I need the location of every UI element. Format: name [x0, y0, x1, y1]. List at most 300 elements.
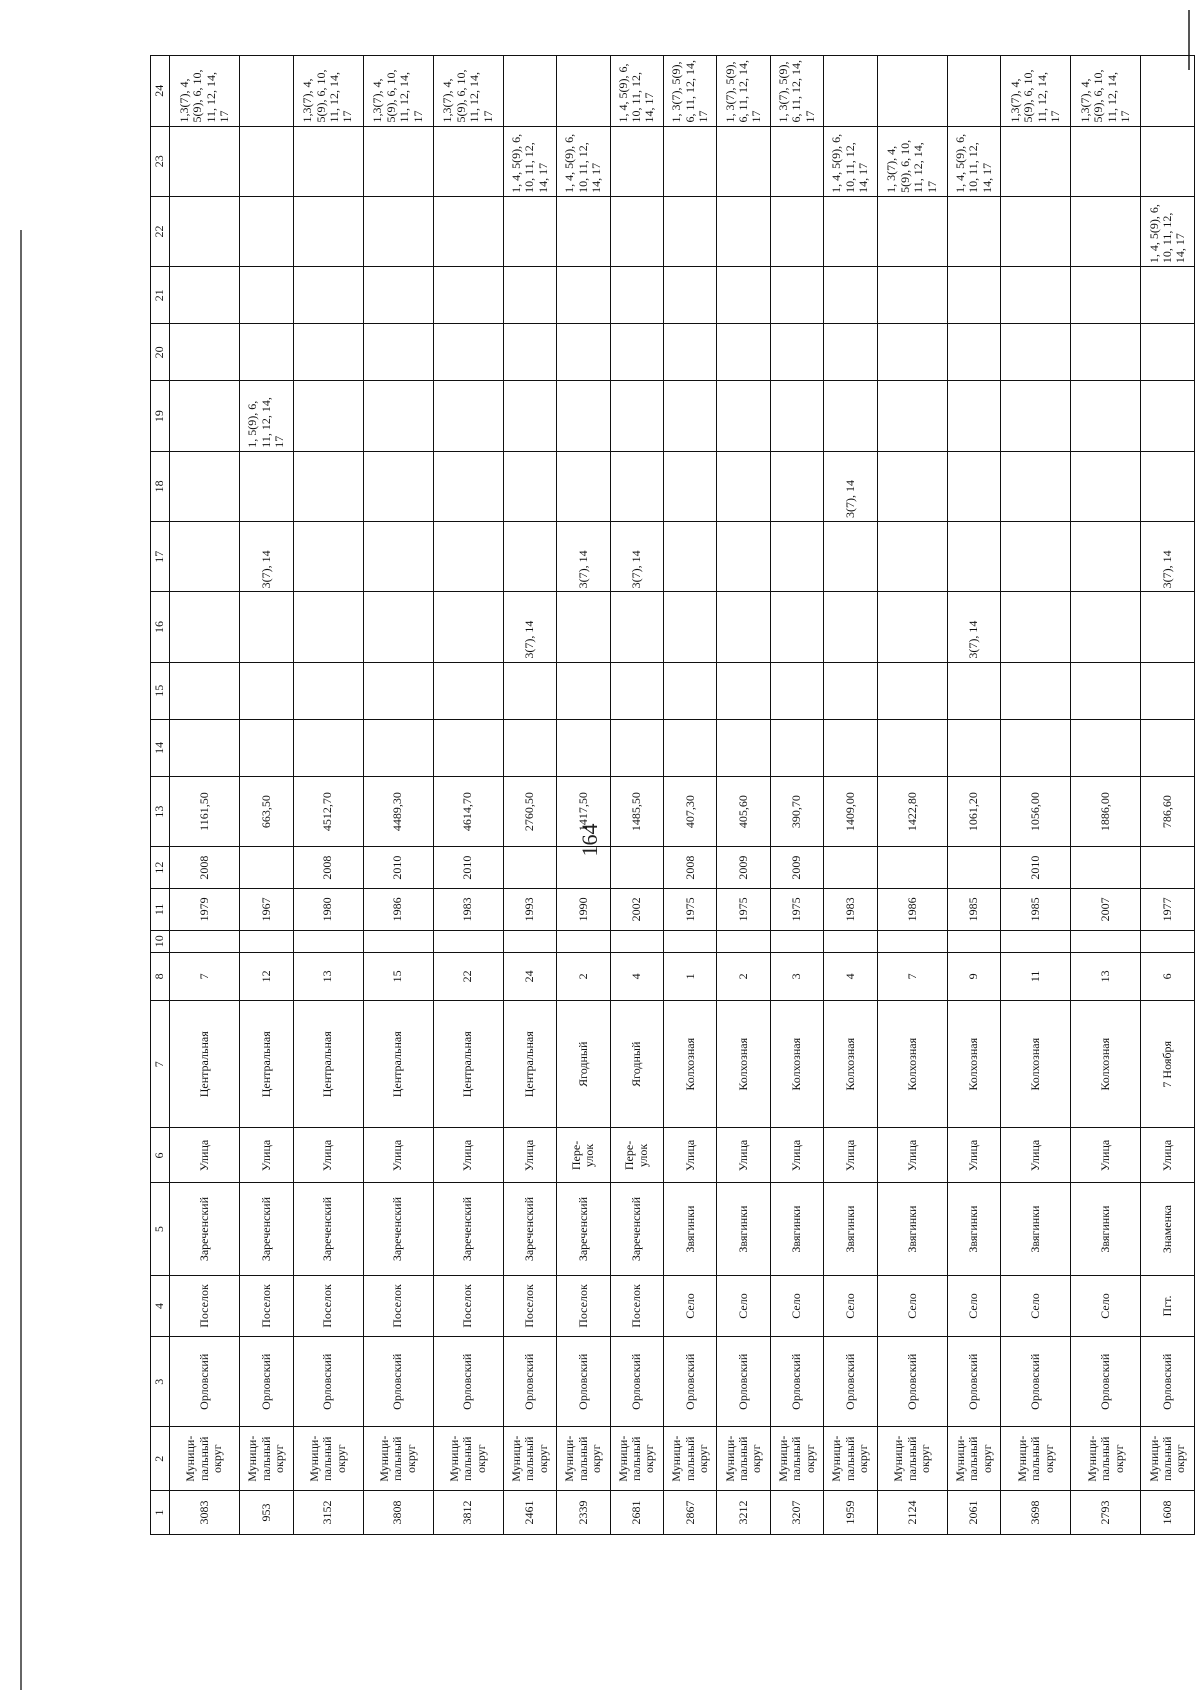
cell-col16: [824, 592, 877, 662]
cell-col20: [293, 324, 363, 381]
cell-street-type: Улица: [877, 1128, 947, 1183]
column-header-6: 6: [151, 1128, 170, 1183]
cell-street: Центральная: [293, 1001, 363, 1128]
cell-street: Колхозная: [717, 1001, 770, 1128]
cell-settlement-type: Муници-пальный округ: [1141, 1427, 1195, 1491]
cell-col14: [557, 719, 610, 776]
cell-col19: [557, 381, 610, 451]
cell-street-type: Улица: [770, 1128, 823, 1183]
table-row: [1071, 56, 1141, 1535]
cell-col14: [363, 719, 433, 776]
cell-col18: [717, 451, 770, 521]
cell-col10: [363, 930, 433, 952]
cell-locality: Зареченский: [610, 1183, 663, 1275]
cell-street-type: Улица: [433, 1128, 503, 1183]
cell-locality: Зареченский: [170, 1183, 240, 1275]
cell-col15: [170, 662, 240, 719]
column-header-24: 24: [151, 56, 170, 127]
cell-repair-year: [1141, 847, 1195, 889]
cell-street: Центральная: [503, 1001, 556, 1128]
table-row: [1141, 56, 1195, 1535]
cell-repair-year: 2010: [433, 847, 503, 889]
cell-area: 1485,50: [610, 776, 663, 846]
cell-col21: [557, 267, 610, 324]
cell-repair-year: 2008: [664, 847, 717, 889]
cell-locality: Звягинки: [664, 1183, 717, 1275]
cell-street: Колхозная: [947, 1001, 1000, 1128]
cell-built-year: 1986: [877, 888, 947, 930]
cell-col19: [433, 381, 503, 451]
cell-col21: [717, 267, 770, 324]
cell-house: 4: [610, 952, 663, 1000]
cell-built-year: 2007: [1071, 888, 1141, 930]
cell-district: Орловский: [824, 1337, 877, 1427]
cell-house: 11: [1001, 952, 1071, 1000]
cell-locality-type: Поселок: [610, 1275, 663, 1337]
cell-col19: [170, 381, 240, 451]
column-header-23: 23: [151, 126, 170, 196]
column-header-19: 19: [151, 381, 170, 451]
cell-col16: 3(7), 14: [503, 592, 556, 662]
cell-col19: [1141, 381, 1195, 451]
column-header-1: 1: [151, 1491, 170, 1535]
column-header-14: 14: [151, 719, 170, 776]
cell-col23: 1, 4, 5(9), 6, 10, 11, 12, 14, 17: [947, 126, 1000, 196]
cell-col17: [664, 522, 717, 592]
cell-col20: [557, 324, 610, 381]
cell-col21: [877, 267, 947, 324]
cell-built-year: 1975: [717, 888, 770, 930]
cell-col21: [947, 267, 1000, 324]
cell-col24: [877, 56, 947, 127]
cell-id: 2124: [877, 1491, 947, 1535]
cell-repair-year: [877, 847, 947, 889]
cell-col22: [363, 196, 433, 266]
cell-col16: [770, 592, 823, 662]
cell-repair-year: [947, 847, 1000, 889]
cell-locality-type: Село: [1001, 1275, 1071, 1337]
cell-col10: [1001, 930, 1071, 952]
cell-locality: Зареченский: [557, 1183, 610, 1275]
cell-id: 2061: [947, 1491, 1000, 1535]
cell-col21: [1141, 267, 1195, 324]
cell-street: Колхозная: [877, 1001, 947, 1128]
cell-settlement-type: Муници-пальный округ: [947, 1427, 1000, 1491]
cell-district: Орловский: [1071, 1337, 1141, 1427]
cell-col21: [1071, 267, 1141, 324]
cell-col15: [363, 662, 433, 719]
cell-col15: [610, 662, 663, 719]
cell-col10: [770, 930, 823, 952]
cell-house: 12: [240, 952, 293, 1000]
cell-col20: [1001, 324, 1071, 381]
table-row: [610, 56, 663, 1535]
table-row: [240, 56, 293, 1535]
column-header-22: 22: [151, 196, 170, 266]
cell-col20: [1141, 324, 1195, 381]
cell-col19: [824, 381, 877, 451]
cell-col23: [1141, 126, 1195, 196]
cell-col17: [717, 522, 770, 592]
cell-col18: [240, 451, 293, 521]
cell-col17: 3(7), 14: [1141, 522, 1195, 592]
cell-col16: [1141, 592, 1195, 662]
cell-col23: [293, 126, 363, 196]
cell-col24: [824, 56, 877, 127]
cell-locality-type: Поселок: [293, 1275, 363, 1337]
cell-street: Колхозная: [664, 1001, 717, 1128]
cell-area: 1061,20: [947, 776, 1000, 846]
cell-district: Орловский: [293, 1337, 363, 1427]
cell-col18: [433, 451, 503, 521]
cell-built-year: 1967: [240, 888, 293, 930]
cell-col22: 1, 4, 5(9), 6, 10, 11, 12, 14, 17: [1141, 196, 1195, 266]
cell-area: 4489,30: [363, 776, 433, 846]
column-header-2: 2: [151, 1427, 170, 1491]
cell-house: 2: [557, 952, 610, 1000]
cell-col14: [770, 719, 823, 776]
table-row: [293, 56, 363, 1535]
cell-id: 3212: [717, 1491, 770, 1535]
cell-col22: [557, 196, 610, 266]
cell-col17: 3(7), 14: [240, 522, 293, 592]
cell-col24: [557, 56, 610, 127]
cell-col10: [947, 930, 1000, 952]
cell-street-type: Улица: [240, 1128, 293, 1183]
table-row: [503, 56, 556, 1535]
cell-built-year: 1975: [770, 888, 823, 930]
cell-district: Орловский: [433, 1337, 503, 1427]
cell-settlement-type: Муници-пальный округ: [240, 1427, 293, 1491]
cell-repair-year: [824, 847, 877, 889]
table-header: [151, 56, 170, 1535]
cell-col15: [824, 662, 877, 719]
cell-col23: [1001, 126, 1071, 196]
cell-col10: [664, 930, 717, 952]
cell-street-type: Улица: [363, 1128, 433, 1183]
cell-col22: [240, 196, 293, 266]
cell-col10: [877, 930, 947, 952]
cell-col20: [947, 324, 1000, 381]
cell-col18: [293, 451, 363, 521]
cell-col20: [824, 324, 877, 381]
cell-col21: [293, 267, 363, 324]
cell-house: 9: [947, 952, 1000, 1000]
cell-built-year: 1979: [170, 888, 240, 930]
cell-col22: [947, 196, 1000, 266]
cell-locality: Знаменка: [1141, 1183, 1195, 1275]
cell-district: Орловский: [717, 1337, 770, 1427]
cell-area: 663,50: [240, 776, 293, 846]
cell-area: 4512,70: [293, 776, 363, 846]
cell-col23: [1071, 126, 1141, 196]
cell-col16: [363, 592, 433, 662]
cell-col19: [717, 381, 770, 451]
cell-col17: [947, 522, 1000, 592]
cell-built-year: 2002: [610, 888, 663, 930]
cell-locality-type: Пгт.: [1141, 1275, 1195, 1337]
cell-id: 2461: [503, 1491, 556, 1535]
cell-settlement-type: Муници-пальный округ: [503, 1427, 556, 1491]
cell-settlement-type: Муници-пальный округ: [363, 1427, 433, 1491]
cell-street: 7 Ноября: [1141, 1001, 1195, 1128]
cell-locality: Звягинки: [947, 1183, 1000, 1275]
column-header-4: 4: [151, 1275, 170, 1337]
cell-house: 7: [877, 952, 947, 1000]
cell-col17: [503, 522, 556, 592]
cell-locality: Зареченский: [363, 1183, 433, 1275]
cell-house: 3: [770, 952, 823, 1000]
cell-col24: 1,3(7), 4, 5(9), 6, 10, 11, 12, 14, 17: [1071, 56, 1141, 127]
cell-area: 4614,70: [433, 776, 503, 846]
cell-col16: [240, 592, 293, 662]
cell-id: 953: [240, 1491, 293, 1535]
cell-district: Орловский: [503, 1337, 556, 1427]
cell-street-type: Улица: [1001, 1128, 1071, 1183]
cell-area: 1417,50: [557, 776, 610, 846]
cell-col18: [1071, 451, 1141, 521]
cell-repair-year: [1071, 847, 1141, 889]
cell-col24: 1, 3(7), 5(9), 6, 11, 12, 14, 17: [664, 56, 717, 127]
cell-col22: [293, 196, 363, 266]
cell-col16: [717, 592, 770, 662]
cell-area: 1409,00: [824, 776, 877, 846]
cell-col10: [824, 930, 877, 952]
cell-house: 4: [824, 952, 877, 1000]
cell-col23: [770, 126, 823, 196]
cell-street: Ягодный: [610, 1001, 663, 1128]
cell-col18: [503, 451, 556, 521]
cell-area: 390,70: [770, 776, 823, 846]
cell-col14: [877, 719, 947, 776]
cell-house: 13: [293, 952, 363, 1000]
column-header-17: 17: [151, 522, 170, 592]
cell-built-year: 1990: [557, 888, 610, 930]
cell-built-year: 1983: [824, 888, 877, 930]
cell-col17: [1071, 522, 1141, 592]
cell-col20: [877, 324, 947, 381]
cell-area: 1056,00: [1001, 776, 1071, 846]
cell-col19: [1001, 381, 1071, 451]
cell-col17: [877, 522, 947, 592]
cell-id: 3808: [363, 1491, 433, 1535]
cell-col22: [770, 196, 823, 266]
cell-col18: [363, 451, 433, 521]
cell-street-type: Улица: [1141, 1128, 1195, 1183]
cell-col18: 3(7), 14: [824, 451, 877, 521]
column-header-13: 13: [151, 776, 170, 846]
cell-locality-type: Село: [1071, 1275, 1141, 1337]
column-header-7: 7: [151, 1001, 170, 1128]
cell-col15: [240, 662, 293, 719]
cell-area: 1422,80: [877, 776, 947, 846]
cell-col22: [877, 196, 947, 266]
cell-col24: 1, 3(7), 5(9), 6, 11, 12, 14, 17: [770, 56, 823, 127]
cell-built-year: 1977: [1141, 888, 1195, 930]
cell-col18: [1001, 451, 1071, 521]
cell-col21: [1001, 267, 1071, 324]
scan-margin-line: [20, 230, 22, 1690]
cell-col23: 1, 4, 5(9), 6, 10, 11, 12, 14, 17: [503, 126, 556, 196]
cell-id: 3152: [293, 1491, 363, 1535]
cell-repair-year: 2008: [293, 847, 363, 889]
cell-built-year: 1983: [433, 888, 503, 930]
cell-col18: [664, 451, 717, 521]
cell-col23: [664, 126, 717, 196]
table-row: [170, 56, 240, 1535]
cell-id: 3698: [1001, 1491, 1071, 1535]
register-table: [150, 55, 1195, 1535]
cell-col21: [240, 267, 293, 324]
cell-col16: [877, 592, 947, 662]
cell-col18: [770, 451, 823, 521]
cell-district: Орловский: [240, 1337, 293, 1427]
cell-col18: [1141, 451, 1195, 521]
cell-col23: [363, 126, 433, 196]
cell-settlement-type: Муници-пальный округ: [824, 1427, 877, 1491]
cell-area: 1886,00: [1071, 776, 1141, 846]
cell-locality: Звягинки: [824, 1183, 877, 1275]
column-header-12: 12: [151, 847, 170, 889]
cell-col16: [433, 592, 503, 662]
cell-col19: [1071, 381, 1141, 451]
cell-col16: [610, 592, 663, 662]
cell-built-year: 1986: [363, 888, 433, 930]
cell-col22: [824, 196, 877, 266]
cell-settlement-type: Муници-пальный округ: [293, 1427, 363, 1491]
cell-street-type: Улица: [664, 1128, 717, 1183]
cell-col15: [947, 662, 1000, 719]
cell-col24: 1, 4, 5(9), 6, 10, 11, 12, 14, 17: [610, 56, 663, 127]
cell-col14: [610, 719, 663, 776]
cell-locality-type: Село: [824, 1275, 877, 1337]
cell-col15: [433, 662, 503, 719]
cell-col18: [947, 451, 1000, 521]
cell-house: 15: [363, 952, 433, 1000]
cell-street: Колхозная: [770, 1001, 823, 1128]
cell-col19: [877, 381, 947, 451]
cell-col14: [1141, 719, 1195, 776]
cell-house: 13: [1071, 952, 1141, 1000]
cell-built-year: 1985: [1001, 888, 1071, 930]
cell-col23: [170, 126, 240, 196]
cell-built-year: 1985: [947, 888, 1000, 930]
cell-col19: [610, 381, 663, 451]
cell-repair-year: 2010: [1001, 847, 1071, 889]
cell-id: 1608: [1141, 1491, 1195, 1535]
cell-repair-year: [557, 847, 610, 889]
cell-id: 3812: [433, 1491, 503, 1535]
cell-col20: [717, 324, 770, 381]
column-header-21: 21: [151, 267, 170, 324]
cell-col20: [664, 324, 717, 381]
cell-col14: [824, 719, 877, 776]
cell-col15: [770, 662, 823, 719]
cell-id: 1959: [824, 1491, 877, 1535]
cell-settlement-type: Муници-пальный округ: [770, 1427, 823, 1491]
cell-col14: [170, 719, 240, 776]
cell-col10: [1071, 930, 1141, 952]
cell-settlement-type: Муници-пальный округ: [717, 1427, 770, 1491]
cell-district: Орловский: [770, 1337, 823, 1427]
cell-locality-type: Село: [877, 1275, 947, 1337]
cell-col21: [503, 267, 556, 324]
cell-street: Центральная: [240, 1001, 293, 1128]
column-header-11: 11: [151, 888, 170, 930]
cell-locality-type: Поселок: [170, 1275, 240, 1337]
cell-col14: [503, 719, 556, 776]
cell-locality-type: Поселок: [240, 1275, 293, 1337]
cell-street-type: Улица: [170, 1128, 240, 1183]
cell-settlement-type: Муници-пальный округ: [557, 1427, 610, 1491]
cell-locality: Звягинки: [1001, 1183, 1071, 1275]
cell-col19: [503, 381, 556, 451]
cell-district: Орловский: [947, 1337, 1000, 1427]
cell-col23: [610, 126, 663, 196]
cell-col15: [557, 662, 610, 719]
cell-col10: [293, 930, 363, 952]
cell-locality: Зареченский: [503, 1183, 556, 1275]
cell-col14: [1001, 719, 1071, 776]
cell-repair-year: 2010: [363, 847, 433, 889]
column-header-18: 18: [151, 451, 170, 521]
cell-col17: [824, 522, 877, 592]
cell-col24: [503, 56, 556, 127]
cell-area: 407,30: [664, 776, 717, 846]
cell-street-type: Пере-улок: [610, 1128, 663, 1183]
cell-col24: 1,3(7), 4, 5(9), 6, 10, 11, 12, 14, 17: [363, 56, 433, 127]
cell-col24: 1,3(7), 4, 5(9), 6, 10, 11, 12, 14, 17: [1001, 56, 1071, 127]
cell-house: 24: [503, 952, 556, 1000]
cell-col19: [770, 381, 823, 451]
cell-built-year: 1980: [293, 888, 363, 930]
cell-street: Колхозная: [824, 1001, 877, 1128]
cell-col17: [433, 522, 503, 592]
cell-col23: 1, 4, 5(9), 6, 10, 11, 12, 14, 17: [824, 126, 877, 196]
cell-col16: [170, 592, 240, 662]
cell-col20: [363, 324, 433, 381]
cell-col20: [770, 324, 823, 381]
cell-col22: [503, 196, 556, 266]
header-row: [151, 56, 170, 1535]
column-header-20: 20: [151, 324, 170, 381]
cell-col18: [170, 451, 240, 521]
cell-col15: [717, 662, 770, 719]
cell-col14: [433, 719, 503, 776]
cell-col22: [433, 196, 503, 266]
column-header-3: 3: [151, 1337, 170, 1427]
cell-house: 1: [664, 952, 717, 1000]
cell-street: Ягодный: [557, 1001, 610, 1128]
cell-locality-type: Поселок: [433, 1275, 503, 1337]
cell-district: Орловский: [170, 1337, 240, 1427]
cell-locality: Звягинки: [877, 1183, 947, 1275]
cell-col14: [664, 719, 717, 776]
cell-repair-year: 2009: [770, 847, 823, 889]
cell-district: Орловский: [610, 1337, 663, 1427]
cell-district: Орловский: [1141, 1337, 1195, 1427]
cell-locality: Звягинки: [1071, 1183, 1141, 1275]
cell-col18: [557, 451, 610, 521]
cell-settlement-type: Муници-пальный округ: [610, 1427, 663, 1491]
table-row: [557, 56, 610, 1535]
cell-street-type: Улица: [824, 1128, 877, 1183]
cell-col15: [1001, 662, 1071, 719]
cell-id: 2867: [664, 1491, 717, 1535]
cell-locality: Зареченский: [240, 1183, 293, 1275]
cell-col19: [363, 381, 433, 451]
cell-col20: [240, 324, 293, 381]
